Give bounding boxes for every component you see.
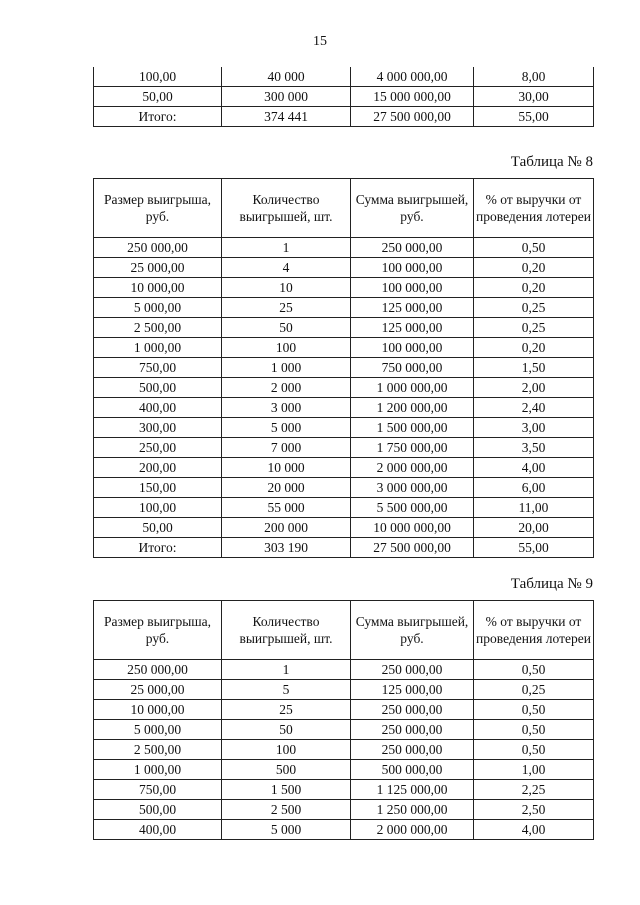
cell-prize-size: 1 000,00	[94, 338, 222, 358]
cell-prize-count: 100	[222, 740, 351, 760]
cell-prize-sum: 1 750 000,00	[351, 438, 474, 458]
cell-prize-sum: 15 000 000,00	[351, 87, 474, 107]
cell-prize-size: 750,00	[94, 780, 222, 800]
cell-revenue-percent: 30,00	[474, 87, 594, 107]
cell-prize-count: 25	[222, 700, 351, 720]
table-row	[94, 318, 594, 338]
cell-prize-sum: 250 000,00	[351, 720, 474, 740]
cell-revenue-percent: 0,50	[474, 700, 594, 720]
cell-revenue-percent: 2,50	[474, 800, 594, 820]
cell-prize-sum: 1 200 000,00	[351, 398, 474, 418]
cell-prize-sum: 250 000,00	[351, 238, 474, 258]
cell-prize-size: 250 000,00	[94, 238, 222, 258]
header-revenue-percent: % от выручки от проведения лотереи	[474, 179, 594, 238]
cell-revenue-percent: 0,25	[474, 298, 594, 318]
cell-prize-size: Итого:	[94, 538, 222, 558]
cell-prize-count: 303 190	[222, 538, 351, 558]
cell-prize-size: 500,00	[94, 800, 222, 820]
cell-prize-size: 5 000,00	[94, 298, 222, 318]
table-row	[94, 358, 594, 378]
cell-prize-count: 10 000	[222, 458, 351, 478]
header-prize-sum: Сумма выигрышей, руб.	[351, 601, 474, 660]
cell-revenue-percent: 0,25	[474, 318, 594, 338]
cell-prize-count: 25	[222, 298, 351, 318]
cell-prize-sum: 1 125 000,00	[351, 780, 474, 800]
table8	[93, 178, 594, 558]
cell-prize-count: 1	[222, 238, 351, 258]
cell-revenue-percent: 11,00	[474, 498, 594, 518]
cell-prize-count: 1 000	[222, 358, 351, 378]
cell-prize-size: 750,00	[94, 358, 222, 378]
cell-revenue-percent: 3,00	[474, 418, 594, 438]
table-row	[94, 720, 594, 740]
cell-prize-count: 200 000	[222, 518, 351, 538]
cell-prize-sum: 750 000,00	[351, 358, 474, 378]
table-row	[94, 418, 594, 438]
continued-table	[93, 67, 594, 127]
cell-prize-size: 400,00	[94, 398, 222, 418]
table-row	[94, 700, 594, 720]
cell-prize-size: 100,00	[94, 67, 222, 87]
cell-revenue-percent: 55,00	[474, 107, 594, 127]
cell-prize-count: 374 441	[222, 107, 351, 127]
table-header-row	[94, 601, 594, 660]
cell-prize-sum: 27 500 000,00	[351, 538, 474, 558]
cell-prize-size: 10 000,00	[94, 278, 222, 298]
cell-prize-size: 25 000,00	[94, 258, 222, 278]
table-row	[94, 398, 594, 418]
cell-revenue-percent: 0,50	[474, 660, 594, 680]
table9-caption: Таблица № 9	[510, 576, 593, 592]
cell-revenue-percent: 0,25	[474, 680, 594, 700]
cell-prize-count: 7 000	[222, 438, 351, 458]
cell-revenue-percent: 20,00	[474, 518, 594, 538]
cell-revenue-percent: 4,00	[474, 820, 594, 840]
cell-prize-size: 2 500,00	[94, 318, 222, 338]
table-row	[94, 107, 594, 127]
cell-revenue-percent: 0,50	[474, 740, 594, 760]
table-row	[94, 298, 594, 318]
table-row	[94, 67, 594, 87]
cell-prize-sum: 2 000 000,00	[351, 458, 474, 478]
cell-revenue-percent: 3,50	[474, 438, 594, 458]
header-prize-count: Количество выигрышей, шт.	[222, 601, 351, 660]
cell-prize-size: 250,00	[94, 438, 222, 458]
cell-revenue-percent: 6,00	[474, 478, 594, 498]
cell-prize-size: 10 000,00	[94, 700, 222, 720]
cell-prize-size: 1 000,00	[94, 760, 222, 780]
page-number: 15	[313, 34, 327, 49]
cell-prize-size: 100,00	[94, 498, 222, 518]
cell-prize-size: 2 500,00	[94, 740, 222, 760]
cell-prize-sum: 1 500 000,00	[351, 418, 474, 438]
cell-prize-count: 1 500	[222, 780, 351, 800]
cell-revenue-percent: 0,20	[474, 338, 594, 358]
cell-prize-sum: 4 000 000,00	[351, 67, 474, 87]
table-row	[94, 278, 594, 298]
cell-prize-count: 10	[222, 278, 351, 298]
cell-prize-count: 40 000	[222, 67, 351, 87]
cell-revenue-percent: 1,50	[474, 358, 594, 378]
cell-revenue-percent: 1,00	[474, 760, 594, 780]
cell-prize-size: 5 000,00	[94, 720, 222, 740]
cell-prize-size: 500,00	[94, 378, 222, 398]
table-row	[94, 760, 594, 780]
header-prize-size: Размер выигрыша, руб.	[94, 179, 222, 238]
cell-revenue-percent: 4,00	[474, 458, 594, 478]
table-row	[94, 518, 594, 538]
cell-revenue-percent: 2,25	[474, 780, 594, 800]
cell-prize-sum: 125 000,00	[351, 298, 474, 318]
cell-prize-size: 250 000,00	[94, 660, 222, 680]
table-row	[94, 680, 594, 700]
cell-prize-count: 100	[222, 338, 351, 358]
cell-prize-count: 5 000	[222, 418, 351, 438]
cell-prize-sum: 100 000,00	[351, 278, 474, 298]
table-row	[94, 238, 594, 258]
cell-prize-count: 5	[222, 680, 351, 700]
cell-prize-count: 3 000	[222, 398, 351, 418]
cell-prize-sum: 10 000 000,00	[351, 518, 474, 538]
table-row	[94, 438, 594, 458]
cell-prize-sum: 250 000,00	[351, 740, 474, 760]
cell-prize-count: 2 000	[222, 378, 351, 398]
cell-prize-sum: 1 000 000,00	[351, 378, 474, 398]
table-row	[94, 258, 594, 278]
cell-prize-size: 50,00	[94, 87, 222, 107]
table-row	[94, 378, 594, 398]
table-row	[94, 800, 594, 820]
header-revenue-percent: % от выручки от проведения лотереи	[474, 601, 594, 660]
cell-prize-sum: 125 000,00	[351, 318, 474, 338]
cell-revenue-percent: 0,20	[474, 258, 594, 278]
cell-revenue-percent: 0,20	[474, 278, 594, 298]
cell-prize-count: 5 000	[222, 820, 351, 840]
header-prize-sum: Сумма выигрышей, руб.	[351, 179, 474, 238]
cell-prize-count: 20 000	[222, 478, 351, 498]
cell-prize-count: 500	[222, 760, 351, 780]
cell-revenue-percent: 8,00	[474, 67, 594, 87]
cell-prize-size: 400,00	[94, 820, 222, 840]
cell-prize-size: 150,00	[94, 478, 222, 498]
cell-prize-sum: 1 250 000,00	[351, 800, 474, 820]
table-row	[94, 820, 594, 840]
table9	[93, 600, 594, 840]
cell-prize-sum: 27 500 000,00	[351, 107, 474, 127]
table-row	[94, 780, 594, 800]
cell-prize-sum: 100 000,00	[351, 338, 474, 358]
table-row	[94, 458, 594, 478]
cell-prize-sum: 125 000,00	[351, 680, 474, 700]
table-row	[94, 338, 594, 358]
cell-prize-sum: 500 000,00	[351, 760, 474, 780]
cell-prize-sum: 250 000,00	[351, 700, 474, 720]
cell-prize-size: 200,00	[94, 458, 222, 478]
cell-prize-sum: 2 000 000,00	[351, 820, 474, 840]
table-row	[94, 87, 594, 107]
table-row	[94, 498, 594, 518]
table-header-row	[94, 179, 594, 238]
cell-prize-size: Итого:	[94, 107, 222, 127]
cell-prize-count: 55 000	[222, 498, 351, 518]
cell-prize-size: 25 000,00	[94, 680, 222, 700]
cell-prize-count: 1	[222, 660, 351, 680]
cell-prize-size: 50,00	[94, 518, 222, 538]
table8-caption: Таблица № 8	[510, 154, 593, 170]
table-row	[94, 740, 594, 760]
header-prize-size: Размер выигрыша, руб.	[94, 601, 222, 660]
cell-prize-size: 300,00	[94, 418, 222, 438]
cell-revenue-percent: 55,00	[474, 538, 594, 558]
cell-prize-sum: 100 000,00	[351, 258, 474, 278]
cell-prize-count: 4	[222, 258, 351, 278]
cell-prize-count: 2 500	[222, 800, 351, 820]
header-prize-count: Количество выигрышей, шт.	[222, 179, 351, 238]
cell-revenue-percent: 2,40	[474, 398, 594, 418]
cell-prize-count: 300 000	[222, 87, 351, 107]
cell-revenue-percent: 2,00	[474, 378, 594, 398]
cell-prize-count: 50	[222, 720, 351, 740]
cell-revenue-percent: 0,50	[474, 720, 594, 740]
table-row	[94, 478, 594, 498]
cell-prize-sum: 5 500 000,00	[351, 498, 474, 518]
cell-prize-sum: 250 000,00	[351, 660, 474, 680]
table-row	[94, 538, 594, 558]
table-row	[94, 660, 594, 680]
cell-prize-sum: 3 000 000,00	[351, 478, 474, 498]
cell-prize-count: 50	[222, 318, 351, 338]
cell-revenue-percent: 0,50	[474, 238, 594, 258]
